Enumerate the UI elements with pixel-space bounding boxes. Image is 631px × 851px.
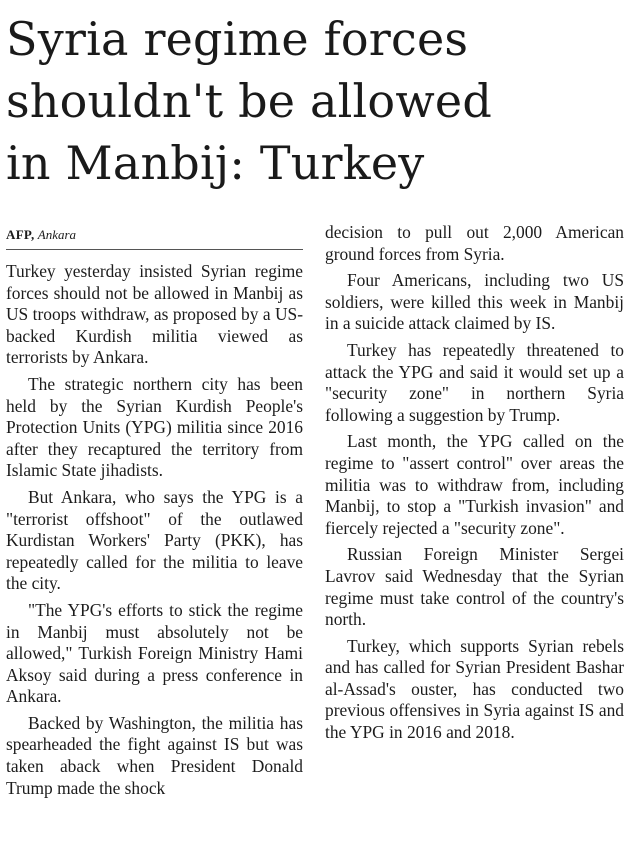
body-paragraph: Turkey, which supports Syrian rebels and has called for Syrian President Bashar al-Assad's ouster, has conducted two previous offensives in Syria against IS and the YPG in 2016 and 2018.	[325, 635, 624, 743]
body-paragraph: Last month, the YPG called on the regime to "assert control" over areas the militia was to withdraw from, including Manbij, to stop a "Turkish invasion" and fiercely rejected a "security zone".	[325, 431, 624, 538]
body-paragraph: But Ankara, who says the YPG is a "terrorist offshoot" of the outlawed Kurdistan Workers' Party (PKK), has repeatedly called for the militia to leave the city.	[6, 486, 303, 594]
body-paragraph: Turkey has repeatedly threatened to attack the YPG and said it would set up a "security zone" in northern Syria following a suggestion by Trump.	[325, 339, 624, 425]
body-paragraph: "The YPG's efforts to stick the regime in Manbij must absolutely not be allowed," Turkish Foreign Ministry Hami Aksoy said during a press conference in Ankara.	[6, 599, 303, 707]
body-paragraph: Backed by Washington, the militia has spearheaded the fight against IS but was taken aback when President Donald Trump made the shock	[6, 712, 303, 798]
byline	[6, 222, 303, 247]
byline-agency: AFP,	[6, 227, 35, 242]
right-column	[325, 222, 624, 749]
byline-divider	[6, 249, 303, 250]
headline-line: shouldn't be allowed	[6, 74, 492, 128]
body-paragraph: Russian Foreign Minister Sergei Lavrov said Wednesday that the Syrian regime must take control of the country's north.	[325, 544, 624, 630]
body-paragraph: decision to pull out 2,000 American ground forces from Syria.	[325, 222, 624, 264]
left-column	[6, 222, 303, 804]
headline-line: Syria regime forces	[6, 12, 469, 66]
body-paragraph: Four Americans, including two US soldiers, were killed this week in Manbij in a suicide attack claimed by IS.	[325, 270, 624, 334]
headline	[6, 8, 626, 194]
headline-line: in Manbij: Turkey	[6, 136, 425, 190]
byline-place: Ankara	[37, 227, 77, 242]
body-paragraph: The strategic northern city has been held by the Syrian Kurdish People's Protection Units (YPG) militia since 2016 after they recaptured the territory from Islamic State jihadists.	[6, 373, 303, 481]
body-paragraph: Turkey yesterday insisted Syrian regime forces should not be allowed in Manbij as US troops withdraw, as proposed by a US-backed Kurdish militia viewed as terrorists by Ankara.	[6, 261, 303, 368]
